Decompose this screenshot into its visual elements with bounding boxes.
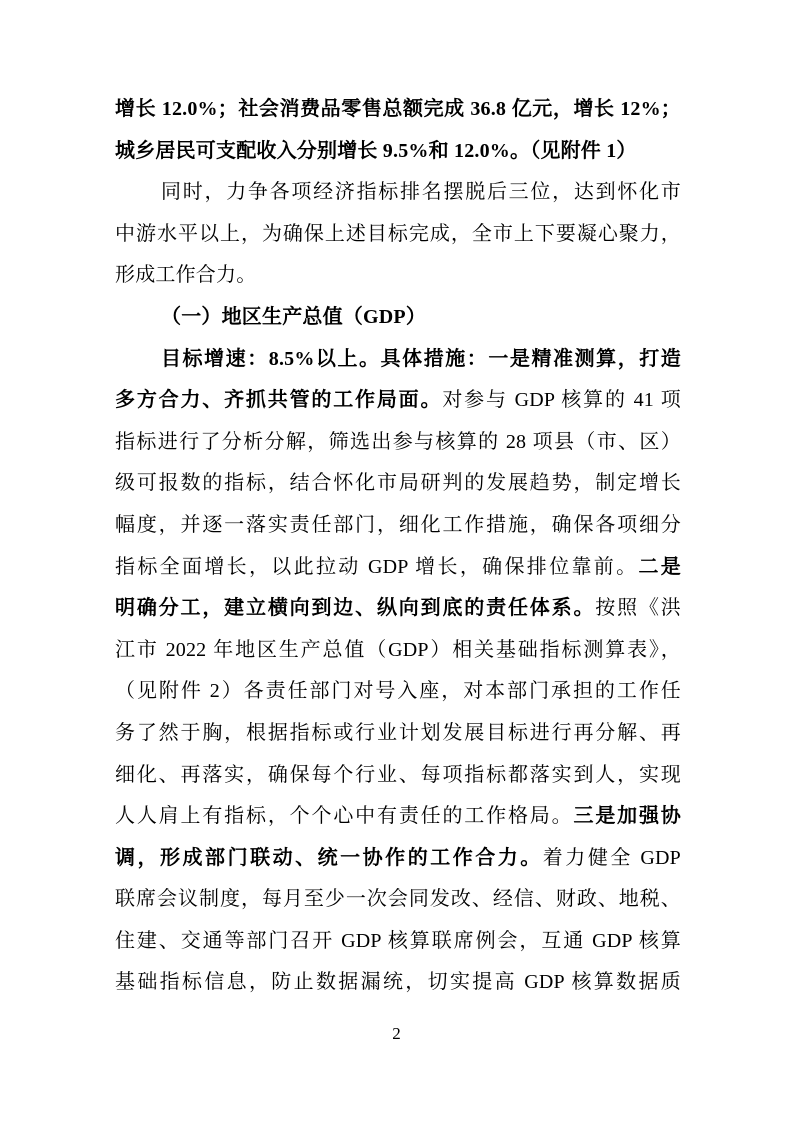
text-run: 同时，力争各项经济指标排名摆脱后三位，达到怀化市 bbox=[161, 181, 681, 204]
text-line bbox=[115, 172, 681, 214]
page-number: 2 bbox=[392, 1024, 401, 1043]
text-line bbox=[115, 879, 681, 921]
text-run: （见附件 2）各责任部门对号入座，对本部门承担的工作任 bbox=[115, 680, 681, 703]
text-line bbox=[115, 339, 681, 381]
text-line bbox=[115, 755, 681, 797]
text-run: 细化、再落实，确保每个行业、每项指标都落实到人，实现 bbox=[115, 763, 681, 786]
text-run-bold: 明确分工，建立横向到边、纵向到底的责任体系。 bbox=[115, 597, 596, 620]
text-line bbox=[115, 255, 681, 297]
text-line bbox=[115, 380, 681, 422]
text-line bbox=[115, 713, 681, 755]
text-line bbox=[115, 962, 681, 1004]
text-run: 住建、交通等部门召开 GDP 核算联席例会，互通 GDP 核算 bbox=[115, 929, 681, 952]
text-run: 务了然于胸，根据指标或行业计划发展目标进行再分解、再 bbox=[115, 721, 681, 744]
text-line bbox=[115, 921, 681, 963]
document-text-body bbox=[115, 89, 681, 1004]
text-run: 形成工作合力。 bbox=[115, 264, 257, 287]
text-run-bold: 城乡居民可支配收入分别增长 9.5%和 12.0%。（见附件 1） bbox=[115, 139, 637, 162]
text-line bbox=[115, 297, 681, 339]
text-run: 按照《洪 bbox=[595, 597, 681, 620]
text-line bbox=[115, 547, 681, 589]
text-run-bold: 多方合力、齐抓共管的工作局面。 bbox=[115, 389, 443, 412]
text-line bbox=[115, 838, 681, 880]
text-run: 指标全面增长，以此拉动 GDP 增长，确保排位靠前。 bbox=[115, 555, 639, 578]
text-run: 级可报数的指标，结合怀化市局研判的发展趋势，制定增长 bbox=[115, 472, 681, 495]
text-line bbox=[115, 796, 681, 838]
text-run: 基础指标信息，防止数据漏统，切实提高 GDP 核算数据质 bbox=[115, 971, 681, 994]
text-run: 指标进行了分析分解，筛选出参与核算的 28 项县（市、区） bbox=[115, 430, 681, 453]
text-run-bold: 二是 bbox=[638, 555, 681, 578]
text-line bbox=[115, 131, 681, 173]
text-run: 联席会议制度，每月至少一次会同发改、经信、财政、地税、 bbox=[115, 888, 681, 911]
text-line bbox=[115, 505, 681, 547]
text-run: 中游水平以上，为确保上述目标完成，全市上下要凝心聚力， bbox=[115, 222, 681, 245]
text-line bbox=[115, 422, 681, 464]
text-run-bold: （一）地区生产总值（GDP） bbox=[161, 305, 427, 328]
text-run-bold: 调，形成部门联动、统一协作的工作合力。 bbox=[115, 846, 543, 869]
text-run: 对参与 GDP 核算的 41 项 bbox=[442, 389, 681, 412]
text-run-bold: 增长 12.0%；社会消费品零售总额完成 36.8 亿元，增长 12%； bbox=[115, 98, 681, 120]
text-run: 幅度，并逐一落实责任部门，细化工作措施，确保各项细分 bbox=[115, 513, 681, 536]
text-line bbox=[115, 671, 681, 713]
text-line bbox=[115, 630, 681, 672]
text-run: 人人肩上有指标，个个心中有责任的工作格局。 bbox=[115, 805, 574, 828]
text-line bbox=[115, 89, 681, 131]
text-line bbox=[115, 463, 681, 505]
text-run: 着力健全 GDP bbox=[542, 846, 681, 869]
text-line bbox=[115, 214, 681, 256]
text-run-bold: 目标增速：8.5%以上。具体措施：一是精准测算，打造 bbox=[161, 347, 681, 370]
text-run-bold: 三是加强协 bbox=[573, 805, 681, 828]
text-line bbox=[115, 588, 681, 630]
text-run: 江市 2022 年地区生产总值（GDP）相关基础指标测算表》， bbox=[115, 638, 681, 661]
